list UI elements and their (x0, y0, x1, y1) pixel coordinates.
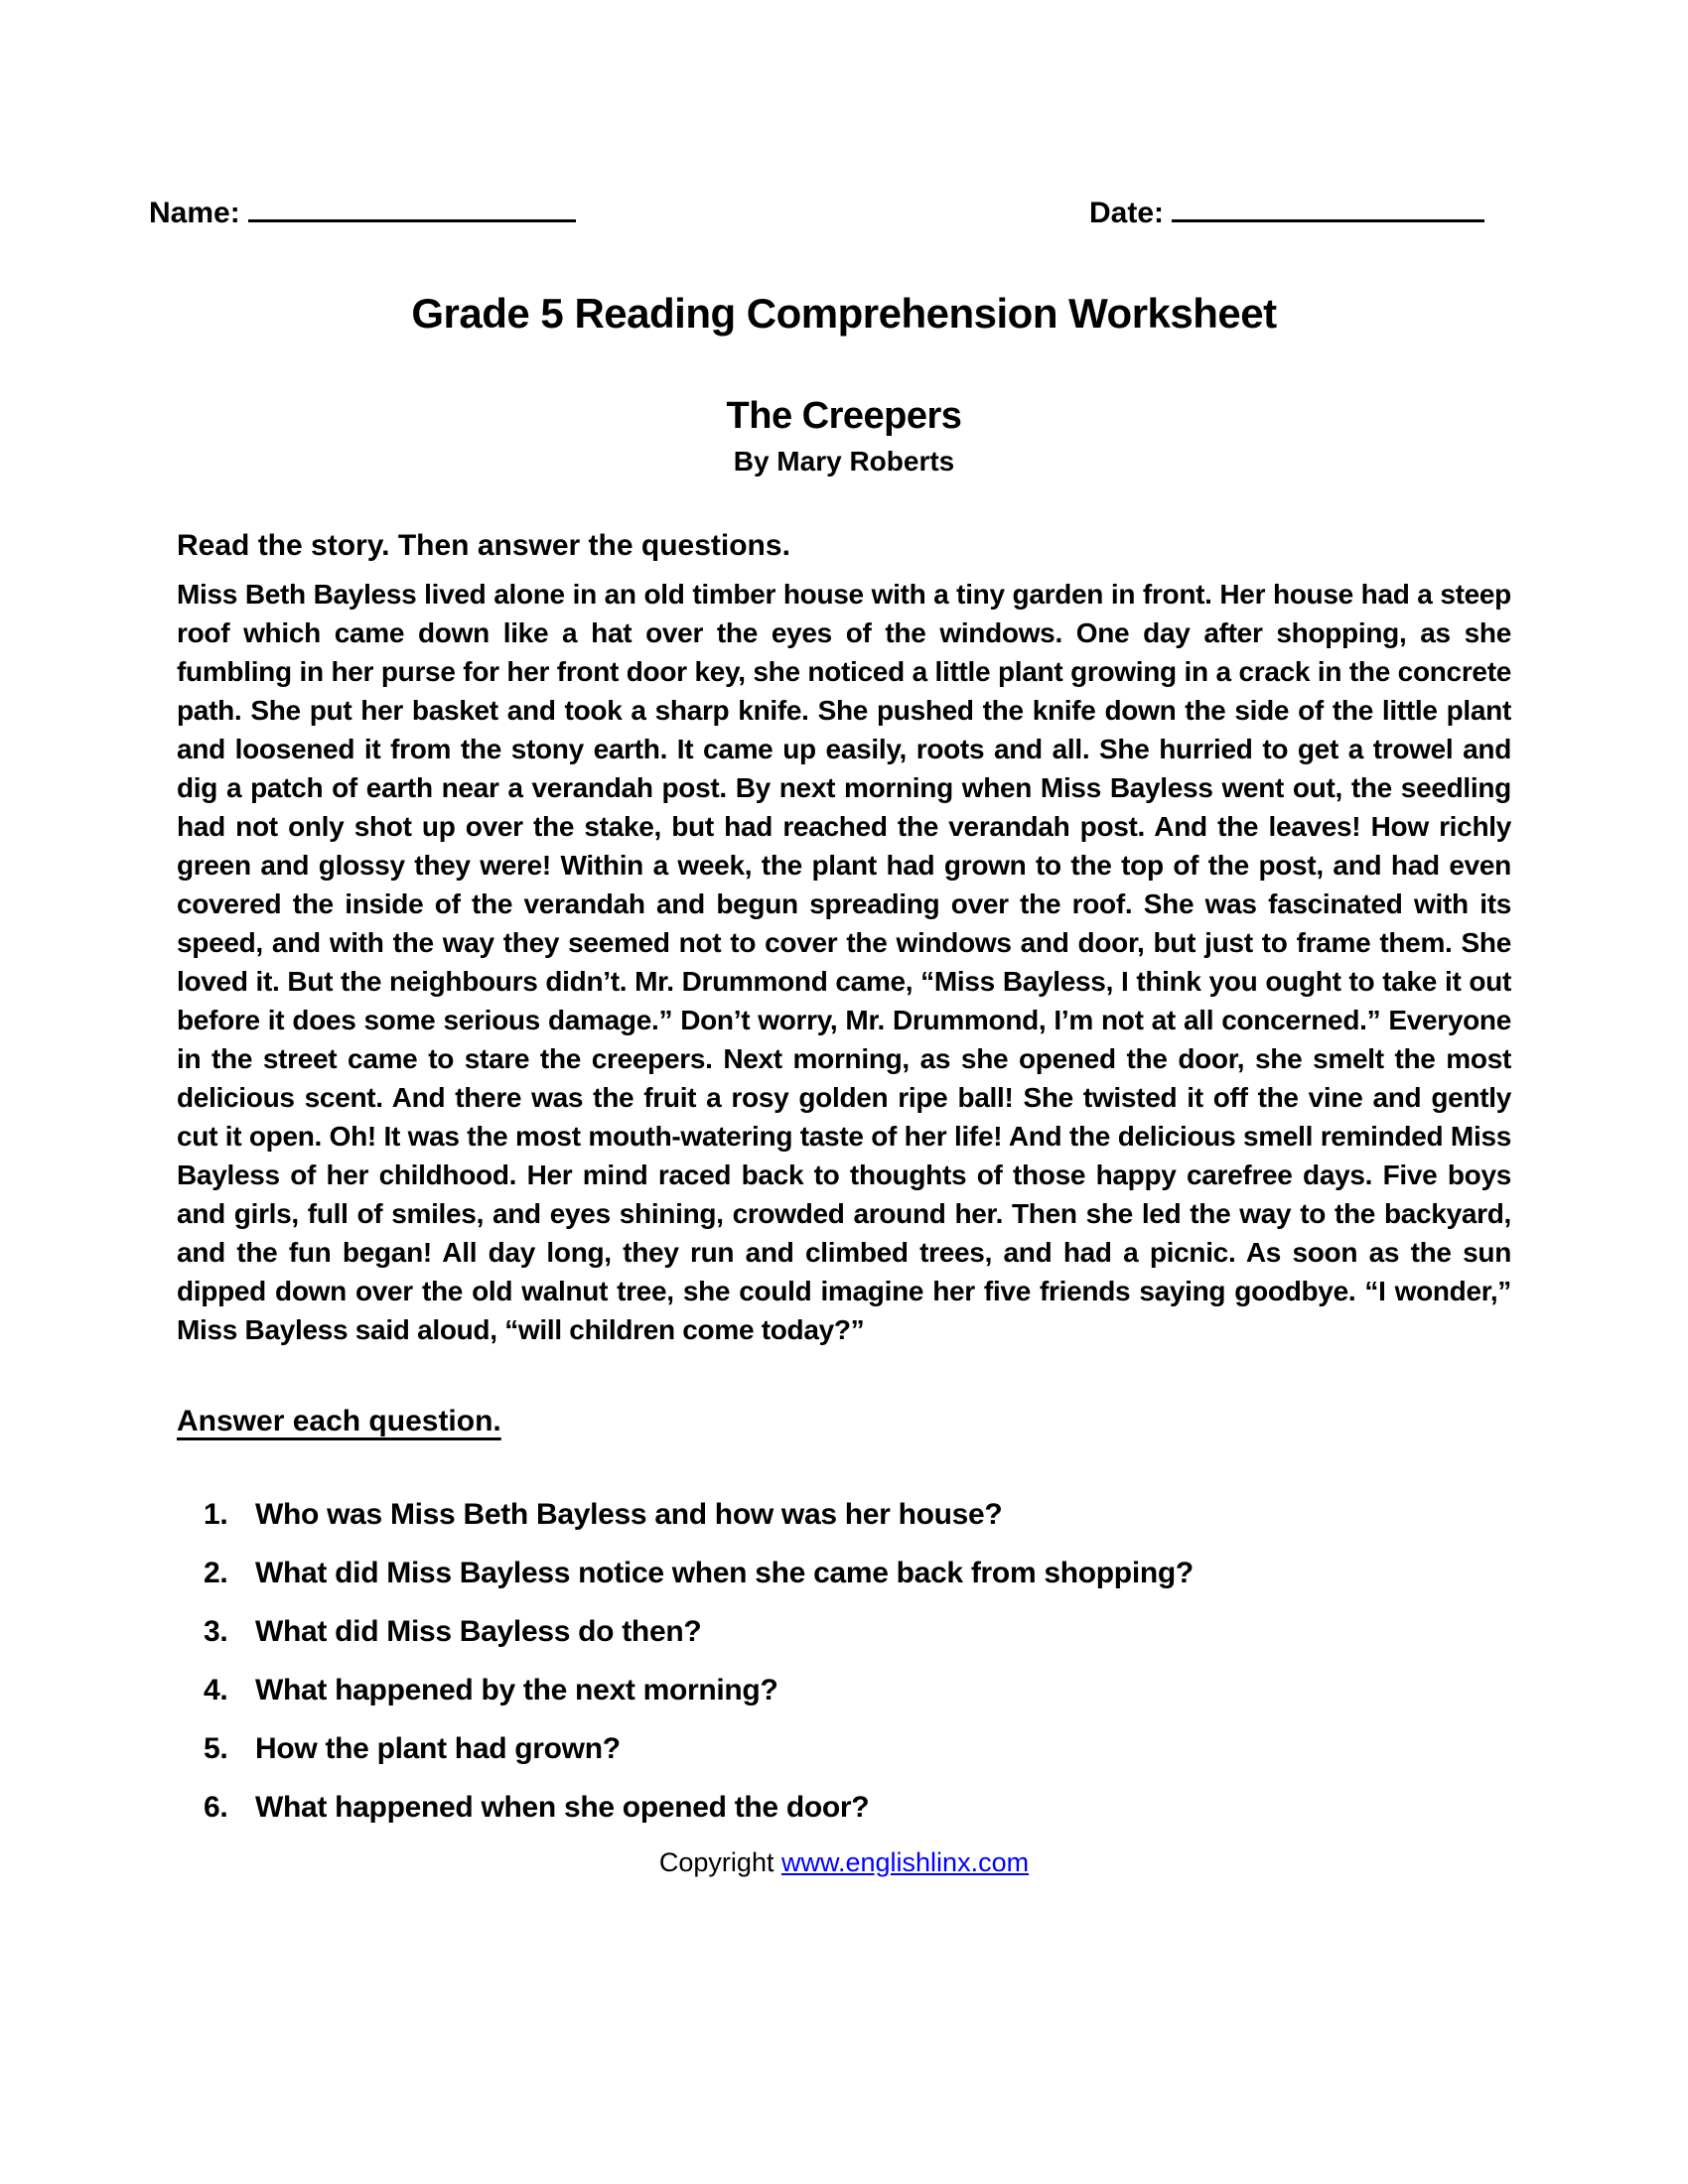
question-number: 4. (204, 1674, 228, 1706)
question-number: 6. (204, 1791, 228, 1824)
question-text: What happened by the next morning? (255, 1674, 778, 1706)
question-item-6 (204, 1789, 1511, 1827)
page-title: Grade 5 Reading Comprehension Worksheet (411, 290, 1277, 337)
copyright-link[interactable]: www.englishlinx.com (780, 1847, 1030, 1877)
story-byline: By Mary Roberts (733, 446, 955, 477)
story-title: The Creepers (726, 395, 962, 437)
question-number: 1. (204, 1498, 228, 1531)
date-blank-line (1172, 191, 1484, 222)
question-number: 3. (204, 1615, 228, 1648)
question-text: What happened when she opened the door? (255, 1791, 870, 1824)
question-item-5 (204, 1730, 1511, 1768)
question-list (204, 1496, 1511, 1827)
name-label: Name: (149, 197, 240, 229)
question-text: What did Miss Bayless do then? (255, 1615, 702, 1648)
question-item-2 (204, 1555, 1511, 1592)
question-item-3 (204, 1613, 1511, 1651)
header-row (0, 0, 1688, 230)
question-item-1 (204, 1496, 1511, 1534)
footer (0, 1847, 1688, 1878)
instructions-text: Read the story. Then answer the questions. (177, 529, 790, 562)
question-text: What did Miss Bayless notice when she came back from shopping? (255, 1557, 1194, 1589)
question-text: Who was Miss Beth Bayless and how was her house? (255, 1498, 1003, 1531)
story-paragraph: Miss Beth Bayless lived alone in an old timber house with a tiny garden in front. Her house had a steep roof which came down like a hat over the eyes of the windows. One day after shopping, as she fumbling in her purse for her front door key, she noticed a little plant growing in a crack in the concrete path. She put her basket and took a sharp knife. She pushed the knife down the side of the little plant and loosened it from the stony earth. It came up easily, roots and all. She hurried to get a trowel and dig a patch of earth near a verandah post. By next morning when Miss Bayless went out, the seedling had not only shot up over the stake, but had reached the verandah post. And the leaves! How richly green and glossy they were! Within a week, the plant had grown to the top of the post, and had even covered the inside of the verandah and begun spreading over the roof. She was fascinated with its speed, and with the way they seemed not to cover the windows and door, but just to frame them. She loved it. But the neighbours didn’t. Mr. Drummond came, “Miss Bayless, I think you ought to take it out before it does some serious damage.” Don’t worry, Mr. Drummond, I’m not at all concerned.” Everyone in the street came to stare the creepers. Next morning, as she opened the door, she smelt the most delicious scent. And there was the fruit a rosy golden ripe ball! She twisted it off the vine and gently cut it open. Oh! It was the most mouth-watering taste of her life! And the delicious smell reminded Miss Bayless of her childhood. Her mind raced back to thoughts of those happy carefree days. Five boys and girls, full of smiles, and eyes shining, crowded around her. Then she led the way to the backyard, and the fun began! All day long, they run and climbed trees, and had a picnic. As soon as the sun dipped down over the old walnut tree, she could imagine her five friends saying goodbye. “I wonder,” Miss Bayless said aloud, “will children come today?” (177, 579, 1511, 1345)
question-item-4 (204, 1672, 1511, 1709)
question-text: How the plant had grown? (255, 1732, 621, 1765)
question-number: 5. (204, 1732, 228, 1765)
answer-heading: Answer each question. (177, 1405, 501, 1437)
date-label: Date: (1088, 197, 1164, 229)
copyright-label: Copyright (658, 1847, 774, 1877)
date-field (1089, 191, 1484, 230)
name-field (149, 191, 576, 230)
question-number: 2. (204, 1557, 228, 1589)
name-blank-line (248, 191, 576, 222)
